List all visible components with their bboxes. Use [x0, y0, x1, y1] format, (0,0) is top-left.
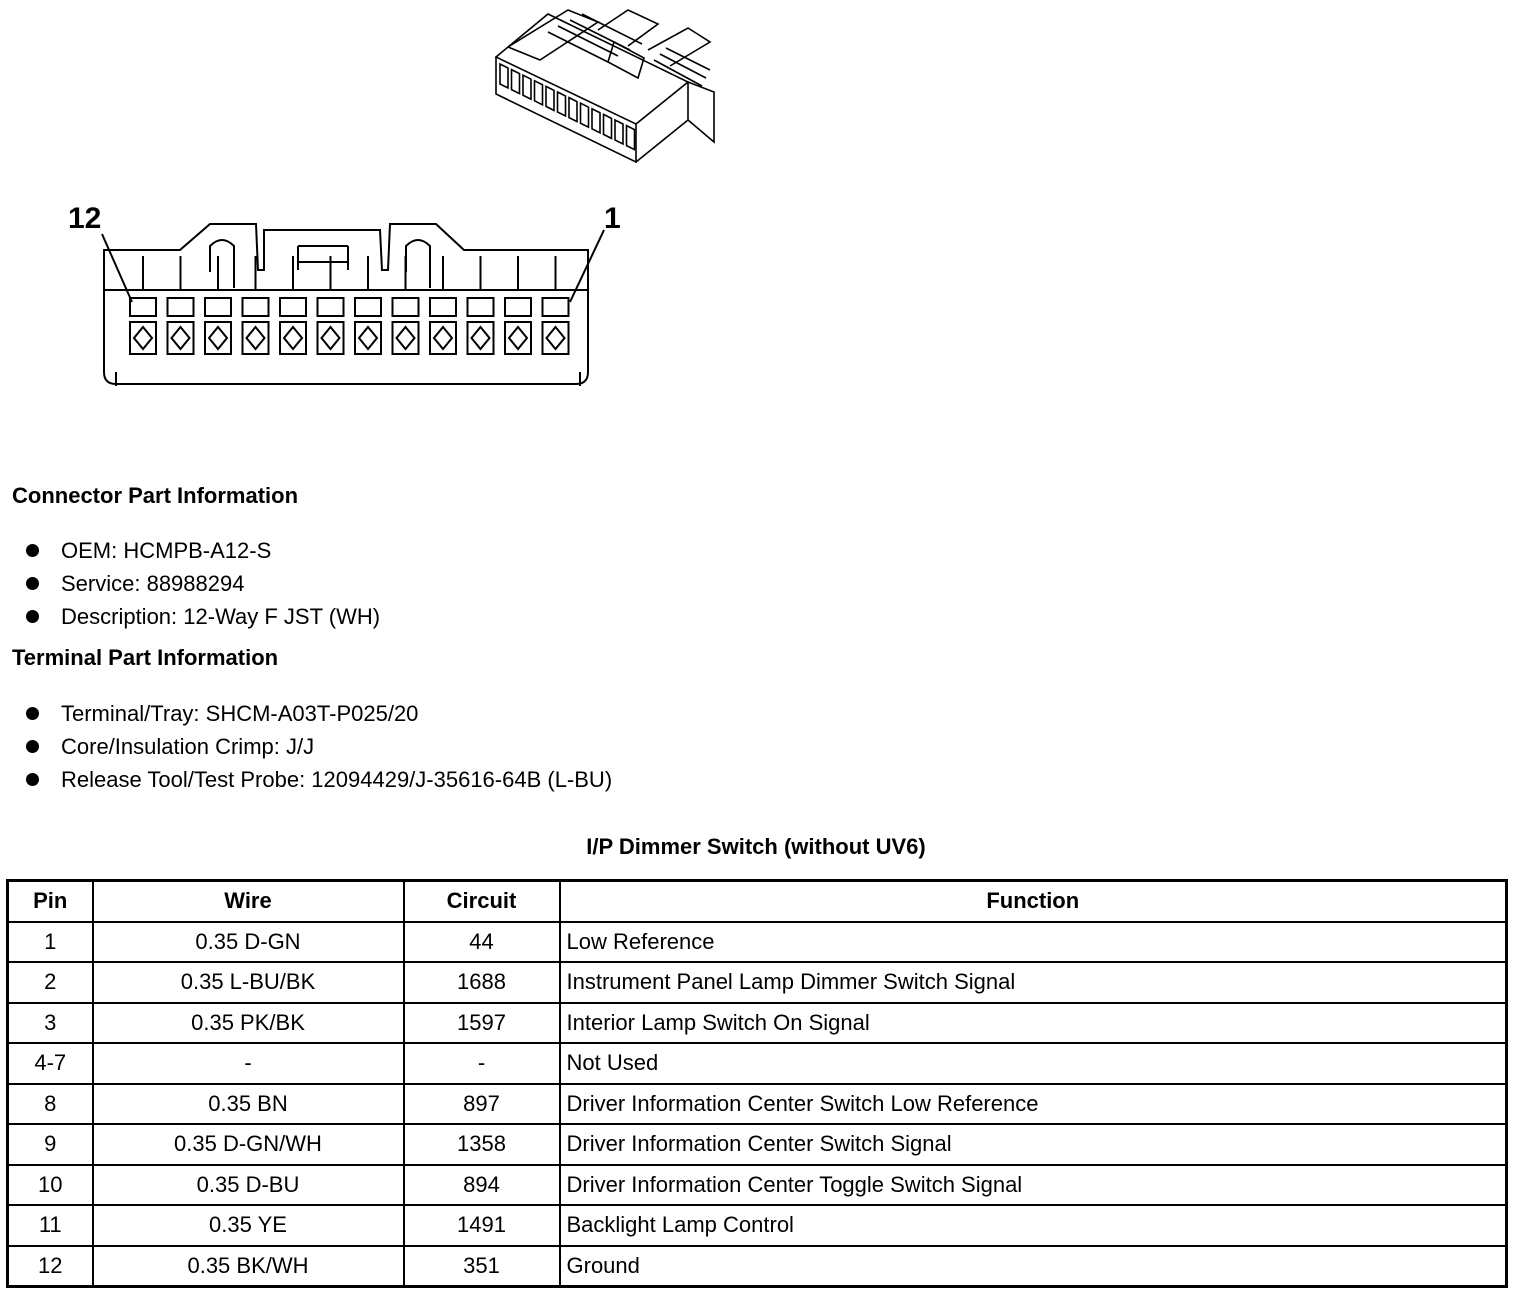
connector-tooth	[558, 92, 566, 116]
column-header-wire: Wire	[93, 881, 404, 922]
connector-part-info-heading: Connector Part Information	[12, 483, 299, 508]
bullet-icon	[26, 740, 39, 753]
table-row	[8, 922, 1507, 963]
function-cell: Driver Information Center Switch Signal	[560, 1124, 1507, 1165]
circuit-cell: 44	[404, 922, 560, 963]
connector-part-info-list	[26, 534, 380, 633]
table-row	[8, 1043, 1507, 1084]
pin-label-12: 12	[68, 202, 102, 235]
column-header-pin: Pin	[8, 881, 93, 922]
wire-cell: 0.35 D-GN	[93, 922, 404, 963]
connector-tooth	[500, 64, 508, 88]
function-cell: Ground	[560, 1246, 1507, 1287]
bullet-icon	[26, 707, 39, 720]
connector-face-view	[60, 196, 640, 396]
function-cell: Interior Lamp Switch On Signal	[560, 1003, 1507, 1044]
table-row	[8, 1165, 1507, 1206]
circuit-cell: 351	[404, 1246, 560, 1287]
connector-tooth	[535, 81, 543, 105]
connector-tooth	[523, 75, 531, 99]
pin-cell: 3	[8, 1003, 93, 1044]
connector-tooth	[569, 98, 577, 122]
table-row	[8, 1003, 1507, 1044]
function-cell: Driver Information Center Switch Low Reference	[560, 1084, 1507, 1125]
wire-cell: 0.35 PK/BK	[93, 1003, 404, 1044]
table-title: I/P Dimmer Switch (without UV6)	[586, 834, 926, 859]
pin-cell: 12	[8, 1246, 93, 1287]
connector-tooth	[592, 109, 600, 133]
terminal-cavity	[355, 256, 381, 354]
list-item: OEM: HCMPB-A12-S	[26, 534, 380, 567]
bullet-icon	[26, 773, 39, 786]
wire-cell: 0.35 YE	[93, 1205, 404, 1246]
circuit-cell: 894	[404, 1165, 560, 1206]
table-row	[8, 1246, 1507, 1287]
connector-tooth	[512, 70, 520, 94]
column-header-circuit: Circuit	[404, 881, 560, 922]
terminal-cavity	[543, 256, 569, 354]
pin-cell: 11	[8, 1205, 93, 1246]
connector-tooth	[627, 126, 635, 150]
pin-cell: 1	[8, 922, 93, 963]
list-item: Core/Insulation Crimp: J/J	[26, 730, 612, 763]
pin-label-1: 1	[604, 202, 621, 235]
list-item: Description: 12-Way F JST (WH)	[26, 600, 380, 633]
connector-tooth	[581, 103, 589, 127]
terminal-cavity	[280, 256, 306, 354]
function-cell: Driver Information Center Toggle Switch Signal	[560, 1165, 1507, 1206]
pin-cell: 2	[8, 962, 93, 1003]
connector-tooth	[546, 86, 554, 110]
circuit-cell: 897	[404, 1084, 560, 1125]
connector-tooth	[604, 114, 612, 138]
wire-cell: 0.35 D-BU	[93, 1165, 404, 1206]
wire-cell: 0.35 D-GN/WH	[93, 1124, 404, 1165]
list-item: Service: 88988294	[26, 567, 380, 600]
wire-cell: 0.35 BN	[93, 1084, 404, 1125]
terminal-cavity	[468, 256, 494, 354]
table-row	[8, 1084, 1507, 1125]
function-cell: Backlight Lamp Control	[560, 1205, 1507, 1246]
terminal-part-info-heading: Terminal Part Information	[12, 645, 279, 670]
terminal-cavity	[168, 256, 194, 354]
terminal-cavity	[130, 256, 156, 354]
table-row	[8, 962, 1507, 1003]
pin-cell: 9	[8, 1124, 93, 1165]
terminal-cavity	[505, 256, 531, 354]
table-row	[8, 1205, 1507, 1246]
table-row	[8, 1124, 1507, 1165]
bullet-icon	[26, 577, 39, 590]
pin-cell: 10	[8, 1165, 93, 1206]
bullet-icon	[26, 544, 39, 557]
list-item: Release Tool/Test Probe: 12094429/J-35616-64B (L-BU)	[26, 763, 612, 796]
circuit-cell: 1597	[404, 1003, 560, 1044]
circuit-cell: -	[404, 1043, 560, 1084]
function-cell: Not Used	[560, 1043, 1507, 1084]
circuit-cell: 1491	[404, 1205, 560, 1246]
wire-cell: 0.35 BK/WH	[93, 1246, 404, 1287]
pin-cell: 4-7	[8, 1043, 93, 1084]
connector-tooth	[615, 120, 623, 144]
terminal-cavity	[318, 256, 344, 354]
bullet-icon	[26, 610, 39, 623]
terminal-part-info-list	[26, 697, 612, 796]
terminal-cavity	[205, 256, 231, 354]
terminal-cavity	[430, 256, 456, 354]
table-header-row	[8, 881, 1507, 922]
function-cell: Instrument Panel Lamp Dimmer Switch Signal	[560, 962, 1507, 1003]
pin-cell: 8	[8, 1084, 93, 1125]
wire-cell: -	[93, 1043, 404, 1084]
connector-isometric-illustration	[488, 2, 718, 172]
wire-cell: 0.35 L-BU/BK	[93, 962, 404, 1003]
column-header-function: Function	[560, 881, 1507, 922]
terminal-cavity	[393, 256, 419, 354]
circuit-cell: 1688	[404, 962, 560, 1003]
circuit-cell: 1358	[404, 1124, 560, 1165]
function-cell: Low Reference	[560, 922, 1507, 963]
pin-table	[6, 879, 1508, 1288]
list-item: Terminal/Tray: SHCM-A03T-P025/20	[26, 697, 612, 730]
